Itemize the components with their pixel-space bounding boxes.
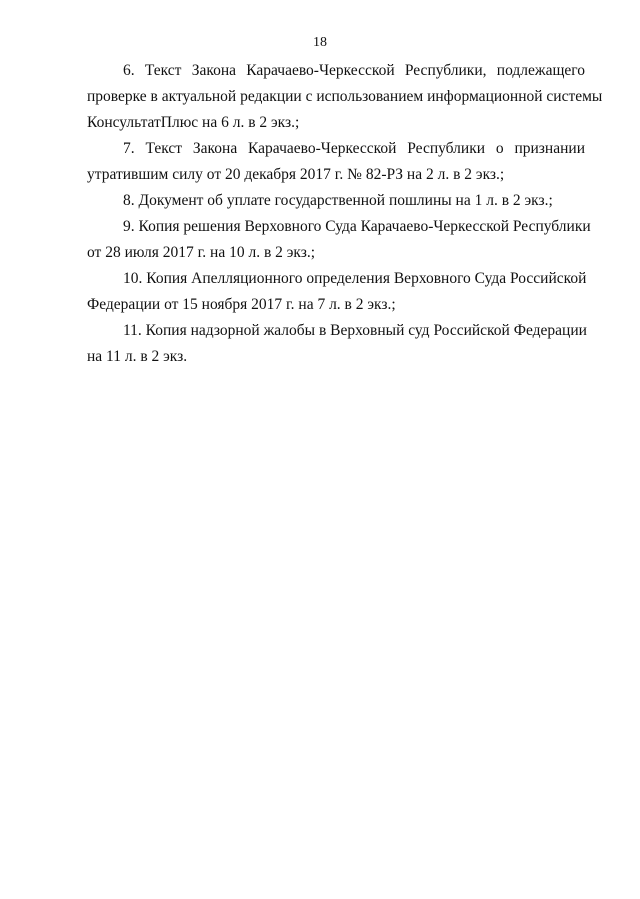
list-item-line: утратившим силу от 20 декабря 2017 г. № 82-РЗ на 2 л. в 2 экз.; [87,166,505,183]
list-item-line: 8. Документ об уплате государственной пошлины на 1 л. в 2 экз.; [123,192,553,209]
list-item-8 [87,188,585,214]
list-item-7 [87,136,585,188]
page-number: 18 [313,35,327,50]
attachments-list [87,58,603,370]
list-item-line: 10. Копия Апелляционного определения Верховного Суда Российской [123,270,587,287]
list-item-9 [87,214,591,266]
list-item-line: на 11 л. в 2 экз. [87,348,188,365]
list-item-line: 6. Текст Закона Карачаево-Черкесской Республики, подлежащего [123,62,585,79]
list-item-11 [87,318,585,370]
list-item-line: 9. Копия решения Верховного Суда Карачаево-Черкесской Республики [123,218,591,235]
list-item-6 [87,58,603,136]
list-item-10 [87,266,585,318]
list-item-line: 7. Текст Закона Карачаево-Черкесской Республики о признании [123,140,585,157]
list-item-line: Федерации от 15 ноября 2017 г. на 7 л. в 2 экз.; [87,296,396,313]
list-item-line: от 28 июля 2017 г. на 10 л. в 2 экз.; [87,244,316,261]
list-item-line: КонсультатПлюс на 6 л. в 2 экз.; [87,114,300,131]
list-item-line: 11. Копия надзорной жалобы в Верховный суд Российской Федерации [123,322,587,339]
list-item-line: проверке в актуальной редакции с использованием информационной системы [87,88,603,105]
